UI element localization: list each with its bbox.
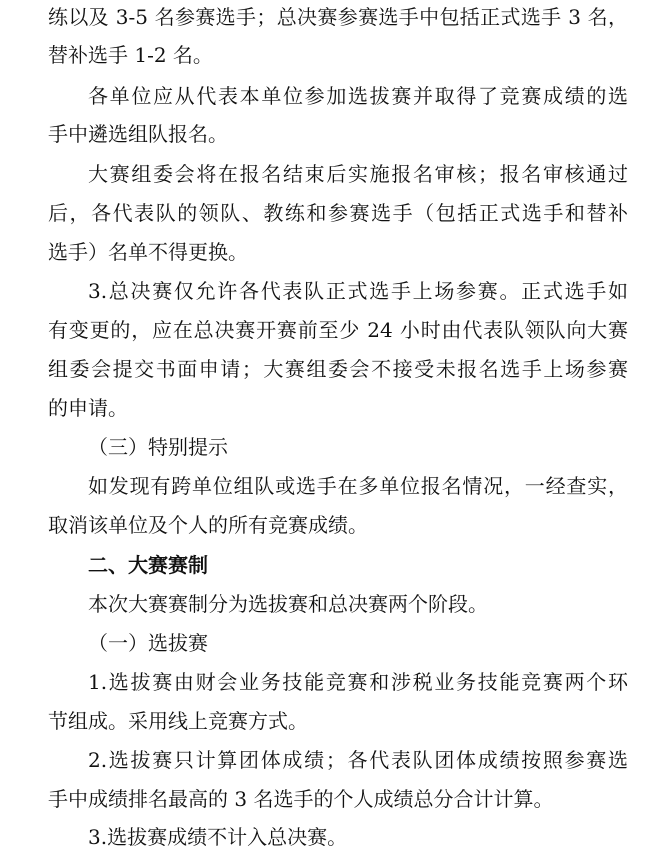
section-heading: 二、大赛赛制 [88,553,208,577]
text-line: 练以及 3-5 名参赛选手；总决赛参赛选手中包括正式选手 3 名， [48,5,628,29]
text-line: 后，各代表队的领队、教练和参赛选手（包括正式选手和替补 [48,201,628,225]
text-line: 大赛组委会将在报名结束后实施报名审核；报名审核通过 [88,162,628,186]
section-heading: （三）特别提示 [88,435,228,459]
text-line: 替补选手 1-2 名。 [48,43,213,67]
text-line: 3.总决赛仅允许各代表队正式选手上场参赛。正式选手如 [88,279,628,303]
text-line: 本次大赛赛制分为选拔赛和总决赛两个阶段。 [88,592,488,616]
text-line: 各单位应从代表本单位参加选拔赛并取得了竞赛成绩的选 [88,84,628,108]
text-line: 手中成绩排名最高的 3 名选手的个人成绩总分合计计算。 [48,787,554,811]
text-line: 有变更的，应在总决赛开赛前至少 24 小时由代表队领队向大赛 [48,318,628,342]
text-line: 取消该单位及个人的所有竞赛成绩。 [48,513,368,537]
text-line: 的申请。 [48,396,128,420]
section-heading: （一）选拔赛 [88,631,208,655]
text-line: 如发现有跨单位组队或选手在多单位报名情况，一经查实， [88,474,628,498]
text-line: 手中遴选组队报名。 [48,122,228,146]
text-line: 组委会提交书面申请；大赛组委会不接受未报名选手上场参赛 [48,357,628,381]
text-line: 1.选拔赛由财会业务技能竞赛和涉税业务技能竞赛两个环 [88,670,628,694]
text-line: 选手）名单不得更换。 [48,240,248,264]
text-line: 3.选拔赛成绩不计入总决赛。 [88,825,348,849]
text-line: 节组成。采用线上竞赛方式。 [48,709,308,733]
text-line: 2.选拔赛只计算团体成绩；各代表队团体成绩按照参赛选 [88,748,628,772]
